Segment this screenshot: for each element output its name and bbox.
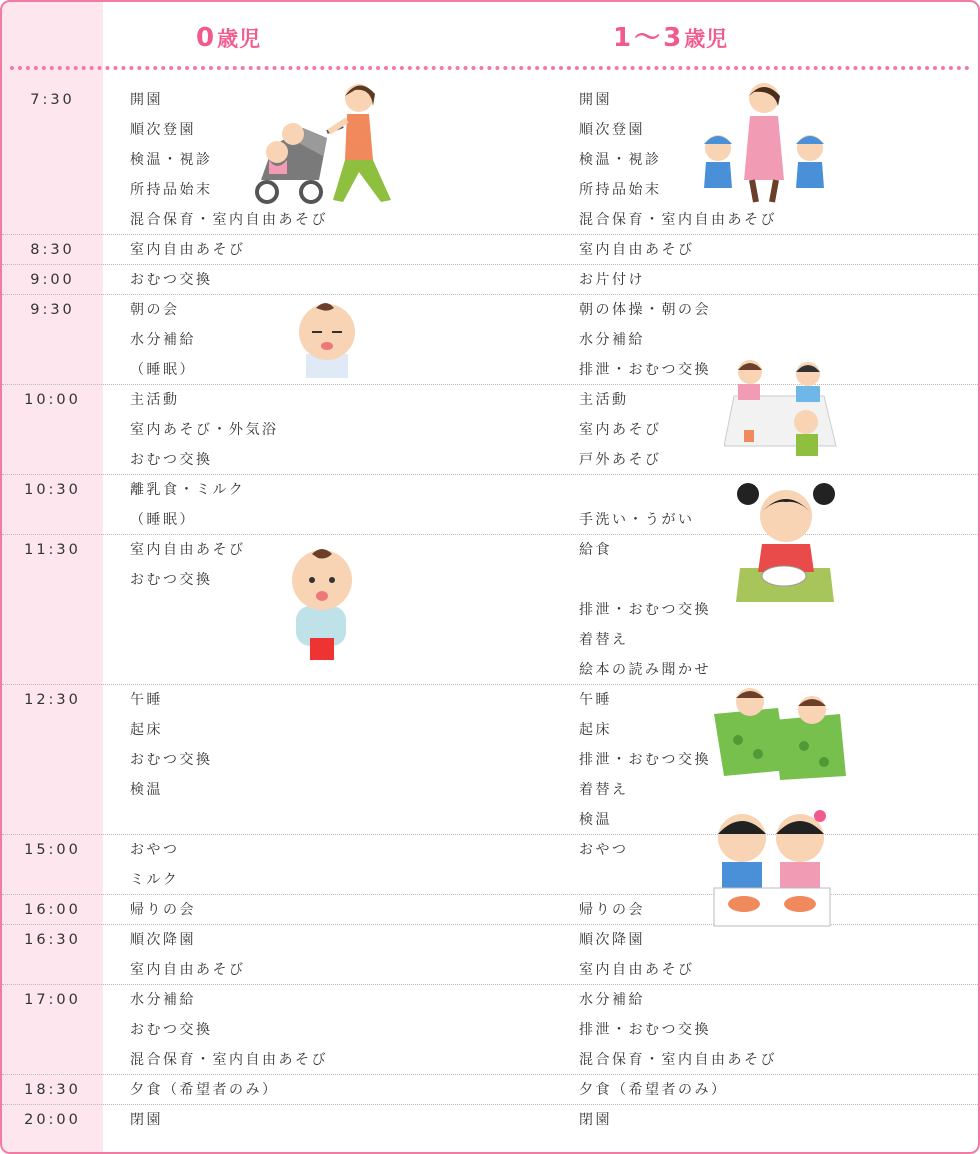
toddler-activity: 給食	[579, 542, 612, 558]
toddler-activity: 排泄・おむつ交換	[579, 1022, 711, 1038]
toddler-activity: 戸外あそび	[579, 452, 662, 468]
infant-activity: 室内自由あそび	[130, 242, 246, 258]
header-toddler-unit: 歳児	[684, 27, 729, 51]
schedule-row	[2, 325, 978, 355]
toddler-activity: 排泄・おむつ交換	[579, 602, 711, 618]
time-cell: 17:00	[24, 992, 81, 1008]
time-cell: 10:30	[24, 482, 81, 498]
time-cell: 12:30	[24, 692, 81, 708]
toddler-activity: お片付け	[579, 272, 645, 288]
infant-activity: （睡眠）	[130, 362, 196, 378]
schedule-row	[2, 235, 978, 265]
toddler-activity: 着替え	[579, 632, 629, 648]
toddler-activity: 排泄・おむつ交換	[579, 752, 711, 768]
infant-activity: 検温	[130, 782, 163, 798]
toddler-activity: 絵本の読み聞かせ	[579, 662, 711, 678]
toddler-activity: 水分補給	[579, 992, 645, 1008]
sleepy-baby-icon	[292, 298, 362, 378]
schedule-row	[2, 205, 978, 235]
toddler-activity: 手洗い・うがい	[579, 512, 695, 528]
toddler-activity: おやつ	[579, 842, 629, 858]
infant-activity: おむつ交換	[130, 452, 213, 468]
infant-activity: 検温・視診	[130, 152, 213, 168]
header-divider	[10, 66, 970, 70]
infant-activity: 閉園	[130, 1112, 163, 1128]
infant-activity: 水分補給	[130, 332, 196, 348]
infant-activity: 所持品始末	[130, 182, 213, 198]
time-cell: 15:00	[24, 842, 81, 858]
time-cell: 18:30	[24, 1082, 81, 1098]
infant-activity: 室内自由あそび	[130, 962, 246, 978]
time-cell: 9:30	[30, 302, 75, 318]
time-cell: 16:30	[24, 932, 81, 948]
infant-activity: 順次登園	[130, 122, 196, 138]
infant-activity: 主活動	[130, 392, 180, 408]
teacher-children-icon	[694, 76, 834, 204]
time-cell: 16:00	[24, 902, 81, 918]
infant-activity: 開園	[130, 92, 163, 108]
toddler-activity: 室内自由あそび	[579, 962, 695, 978]
infant-activity: 室内あそび・外気浴	[130, 422, 279, 438]
toddler-activity: 順次登園	[579, 122, 645, 138]
schedule-row	[2, 1105, 978, 1135]
infant-activity: おやつ	[130, 842, 180, 858]
infant-activity: 午睡	[130, 692, 163, 708]
header-toddler-num: 1～3	[613, 23, 685, 53]
toddler-activity: 混合保育・室内自由あそび	[579, 1052, 777, 1068]
header-infant-num: 0	[196, 23, 218, 53]
toddler-activity: 検温・視診	[579, 152, 662, 168]
schedule-row	[2, 955, 978, 985]
kids-snack-icon	[712, 808, 834, 930]
infant-activity: 室内自由あそび	[130, 542, 246, 558]
schedule-row	[2, 625, 978, 655]
header-toddler	[613, 20, 728, 56]
toddler-activity: 水分補給	[579, 332, 645, 348]
schedule-row	[2, 1045, 978, 1075]
time-cell: 10:00	[24, 392, 81, 408]
schedule-row	[2, 985, 978, 1015]
baby-toy-icon	[282, 546, 362, 660]
infant-activity: 朝の会	[130, 302, 180, 318]
toddler-activity: 夕食（希望者のみ）	[579, 1082, 728, 1098]
toddler-activity: 帰りの会	[579, 902, 645, 918]
toddler-activity: 室内自由あそび	[579, 242, 695, 258]
infant-activity: おむつ交換	[130, 572, 213, 588]
mother-stroller-icon	[247, 76, 402, 208]
toddler-activity: 検温	[579, 812, 612, 828]
toddler-activity: 起床	[579, 722, 612, 738]
toddler-activity: 室内あそび	[579, 422, 662, 438]
infant-activity: 帰りの会	[130, 902, 196, 918]
toddler-activity: 主活動	[579, 392, 629, 408]
toddler-activity: 開園	[579, 92, 612, 108]
time-cell: 11:30	[24, 542, 81, 558]
toddler-activity: 朝の体操・朝の会	[579, 302, 711, 318]
toddler-activity: 午睡	[579, 692, 612, 708]
kids-sleeping-icon	[708, 684, 848, 780]
infant-activity: 離乳食・ミルク	[130, 482, 246, 498]
schedule-row	[2, 1015, 978, 1045]
infant-activity: おむつ交換	[130, 752, 213, 768]
kids-playing-icon	[724, 356, 844, 466]
infant-activity: おむつ交換	[130, 1022, 213, 1038]
header-infant-unit: 歳児	[217, 27, 262, 51]
time-cell: 8:30	[30, 242, 75, 258]
schedule-row	[2, 265, 978, 295]
infant-activity: 夕食（希望者のみ）	[130, 1082, 279, 1098]
schedule-row	[2, 655, 978, 685]
toddler-activity: 排泄・おむつ交換	[579, 362, 711, 378]
infant-activity: （睡眠）	[130, 512, 196, 528]
toddler-activity: 閉園	[579, 1112, 612, 1128]
schedule-row	[2, 1075, 978, 1105]
header-infant	[196, 20, 261, 56]
infant-activity: 混合保育・室内自由あそび	[130, 212, 328, 228]
toddler-activity: 着替え	[579, 782, 629, 798]
infant-activity: 水分補給	[130, 992, 196, 1008]
time-cell: 20:00	[24, 1112, 81, 1128]
infant-activity: 起床	[130, 722, 163, 738]
infant-activity: 順次降園	[130, 932, 196, 948]
toddler-activity: 所持品始末	[579, 182, 662, 198]
time-cell: 7:30	[30, 92, 75, 108]
infant-activity: おむつ交換	[130, 272, 213, 288]
toddler-activity: 順次降園	[579, 932, 645, 948]
time-cell: 9:00	[30, 272, 75, 288]
infant-activity: 混合保育・室内自由あそび	[130, 1052, 328, 1068]
toddler-activity: 混合保育・室内自由あそび	[579, 212, 777, 228]
infant-activity: ミルク	[130, 872, 180, 888]
schedule-row	[2, 295, 978, 325]
girl-lunch-icon	[734, 480, 838, 602]
